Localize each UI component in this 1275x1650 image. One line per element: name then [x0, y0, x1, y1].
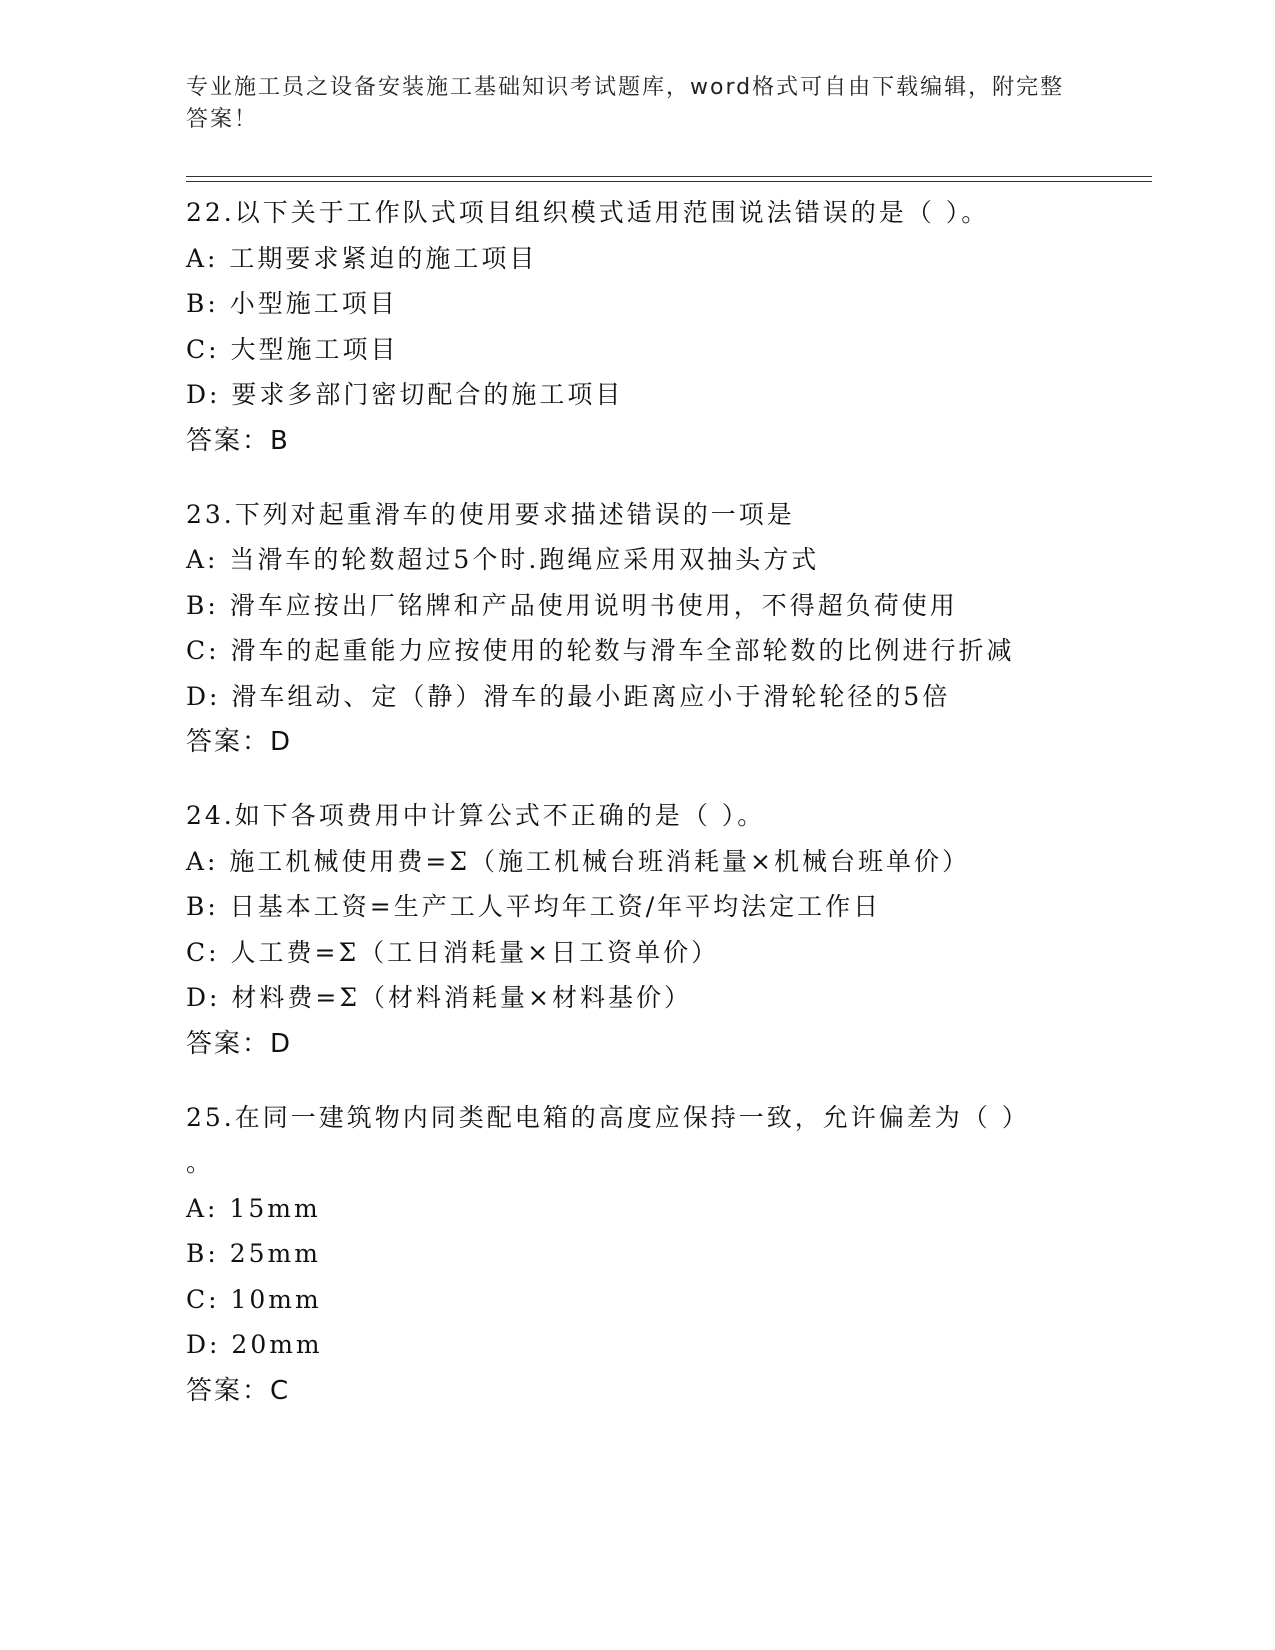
answer: 答案：D [186, 727, 293, 757]
option-d: D: 滑车组动、定（静）滑车的最小距离应小于滑轮轮径的5倍 [186, 681, 951, 711]
option-a: A: 工期要求紧迫的施工项目 [186, 243, 538, 273]
option-b: B: 滑车应按出厂铭牌和产品使用说明书使用，不得超负荷使用 [186, 590, 958, 620]
option-b: B: 小型施工项目 [186, 289, 398, 318]
option-a: A: 施工机械使用费=Σ（施工机械台班消耗量×机械台班单价） [186, 846, 970, 876]
answer: 答案：B [186, 425, 290, 456]
option-c: C: 大型施工项目 [186, 334, 399, 364]
option-a: A: 当滑车的轮数超过5个时.跑绳应采用双抽头方式 [186, 545, 820, 574]
header-divider-top [186, 176, 1152, 177]
option-d: D: 20mm [186, 1330, 323, 1359]
question-stem: 24.如下各项费用中计算公式不正确的是（ ）。 [186, 801, 766, 830]
option-b: B: 日基本工资=生产工人平均年工资/年平均法定工作日 [186, 892, 882, 921]
question-stem: 23.下列对起重滑车的使用要求描述错误的一项是 [186, 499, 795, 529]
question-24 [186, 793, 1166, 1067]
question-stem-continuation: 。 [186, 1148, 212, 1177]
question-stem: 25.在同一建筑物内同类配电箱的高度应保持一致，允许偏差为（ ） [186, 1102, 1030, 1132]
option-b: B: 25mm [186, 1239, 321, 1268]
option-a: A: 15mm [186, 1193, 321, 1223]
answer: 答案：D [186, 1028, 293, 1059]
document-header: 专业施工员之设备安装施工基础知识考试题库，word格式可自由下载编辑，附完整答案！ [186, 75, 1065, 132]
header-divider-bottom [186, 181, 1152, 182]
option-c: C: 10mm [186, 1284, 322, 1314]
question-list [186, 190, 1166, 1442]
option-c: C: 人工费=Σ（工日消耗量×日工资单价） [186, 937, 720, 967]
answer: 答案：C [186, 1375, 291, 1406]
question-23 [186, 492, 1166, 766]
option-c: C: 滑车的起重能力应按使用的轮数与滑车全部轮数的比例进行折减 [186, 636, 1015, 665]
option-d: D: 要求多部门密切配合的施工项目 [186, 380, 624, 409]
question-25 [186, 1095, 1166, 1414]
option-d: D: 材料费=Σ（材料消耗量×材料基价） [186, 983, 692, 1012]
question-22 [186, 190, 1166, 464]
question-stem: 22.以下关于工作队式项目组织模式适用范围说法错误的是（ ）。 [186, 198, 990, 227]
